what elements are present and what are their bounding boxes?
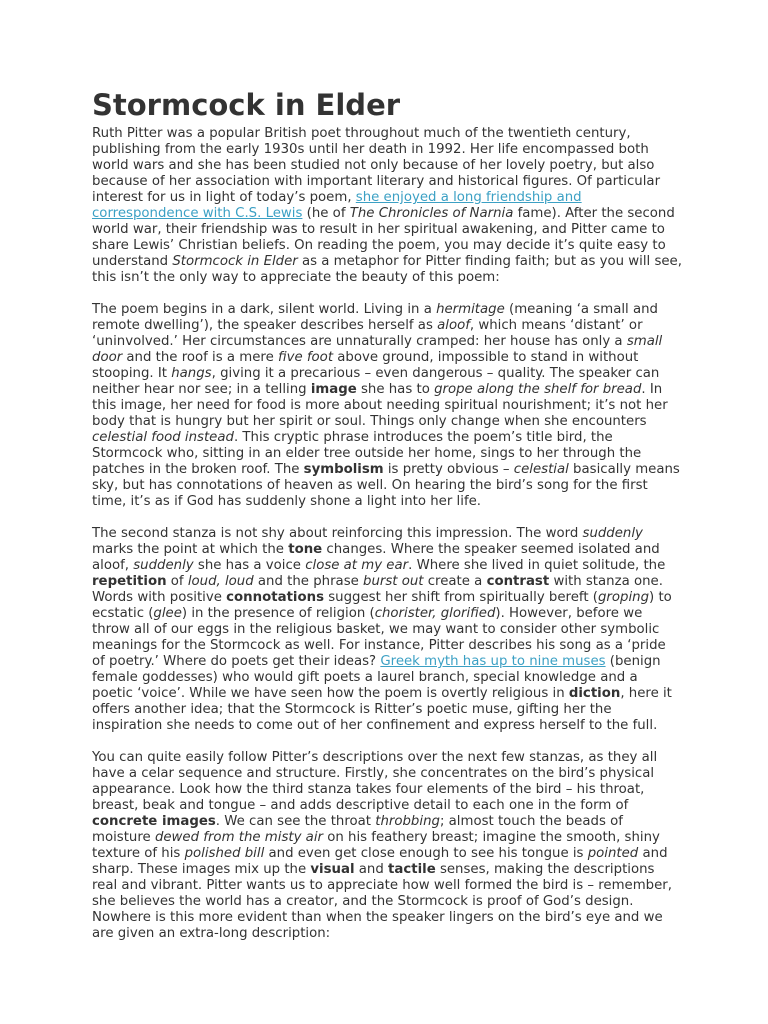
greek-muses-link[interactable]: Greek myth has up to nine muses <box>380 654 606 669</box>
page-title: Stormcock in Elder <box>92 88 401 122</box>
paragraph-stanza-three: You can quite easily follow Pitter’s descriptions over the next few stanzas, as they all have a celar sequence and structure. Firstly, she concentrates on the bird’s physical appearance. Look how the third stanza takes four elements of the bird – his throat, breast, beak and tongue – and adds descriptive detail to each one in the form of concrete images. We can see the throat throbbing; almost touch the beads of moisture dewed from the misty air on his feathery breast; imagine the smooth, shiny texture of his polished bill and even get close enough to see his tongue is pointed and sharp. These images mix up the visual and tactile senses, making the descriptions real and vibrant. Pitter wants us to appreciate how well formed the bird is – remember, she believes the world has a creator, and the Stormcock is proof of God’s design. Nowhere is this more evident than when the speaker lingers on the bird’s eye and we are given an extra-long description: <box>92 750 672 941</box>
lewis-friendship-link[interactable]: she enjoyed a long friendship and correspondence with C.S. Lewis <box>92 190 582 221</box>
paragraph-stanza-one: The poem begins in a dark, silent world. Living in a hermitage (meaning ‘a small and remote dwelling’), the speaker describes herself as aloof, which means ‘distant’ or ‘uninvolved.’ Her circumstances are unnaturally cramped: her house has only a small door and the roof is a mere five foot above ground, impossible to stand in without stooping. It hangs, giving it a precarious – even dangerous – quality. The speaker can neither hear nor see; in a telling image she has to grope along the shelf for bread. In this image, her need for food is more about needing spiritual nourishment; it’s not her body that is hungry but her spirit or soul. Things only change when she encounters celestial food instead. This cryptic phrase introduces the poem’s title bird, the Stormcock who, sitting in an elder tree outside her home, sings to her through the patches in the broken roof. The symbolism is pretty obvious – celestial basically means sky, but has connotations of heaven as well. On hearing the bird’s song for the first time, it’s as if God has suddenly shone a light into her life. <box>92 302 680 509</box>
paragraph-stanza-two: The second stanza is not shy about reinforcing this impression. The word suddenly marks the point at which the tone changes. Where the speaker seemed isolated and aloof, suddenly she has a voice close at my ear. Where she lived in quiet solitude, the repetition of loud, loud and the phrase burst out create a contrast with stanza one. Words with positive connotations suggest her shift from spiritually bereft (groping) to ecstatic (glee) in the presence of religion (chorister, glorified). However, before we throw all of our eggs in the religious basket, we may want to consider other symbolic meanings for the Stormcock as well. For instance, Pitter describes his song as a ‘pride of poetry.’ Where do poets get their ideas? Greek myth has up to nine muses (benign female goddesses) who would gift poets a laurel branch, special knowledge and a poetic ‘voice’. While we have seen how the poem is overtly religious in diction, here it offers another idea; that the Stormcock is Ritter’s poetic muse, gifting her the inspiration she needs to come out of her confinement and express herself to the full. <box>92 526 672 733</box>
article <box>92 88 682 958</box>
paragraph-intro: Ruth Pitter was a popular British poet throughout much of the twentieth century, publishing from the early 1930s until her death in 1992. Her life encompassed both world wars and she has been studied not only because of her lovely poetry, but also because of her association with important literary and historical figures. Of particular interest for us in light of today’s poem, she enjoyed a long friendship and correspondence with C.S. Lewis (he of The Chronicles of Narnia fame). After the second world war, their friendship was to result in her spiritual awakening, and Pitter came to share Lewis’ Christian beliefs. On reading the poem, you may decide it’s quite easy to understand Stormcock in Elder as a metaphor for Pitter finding faith; but as you will see, this isn’t the only way to appreciate the beauty of this poem: <box>92 126 682 285</box>
